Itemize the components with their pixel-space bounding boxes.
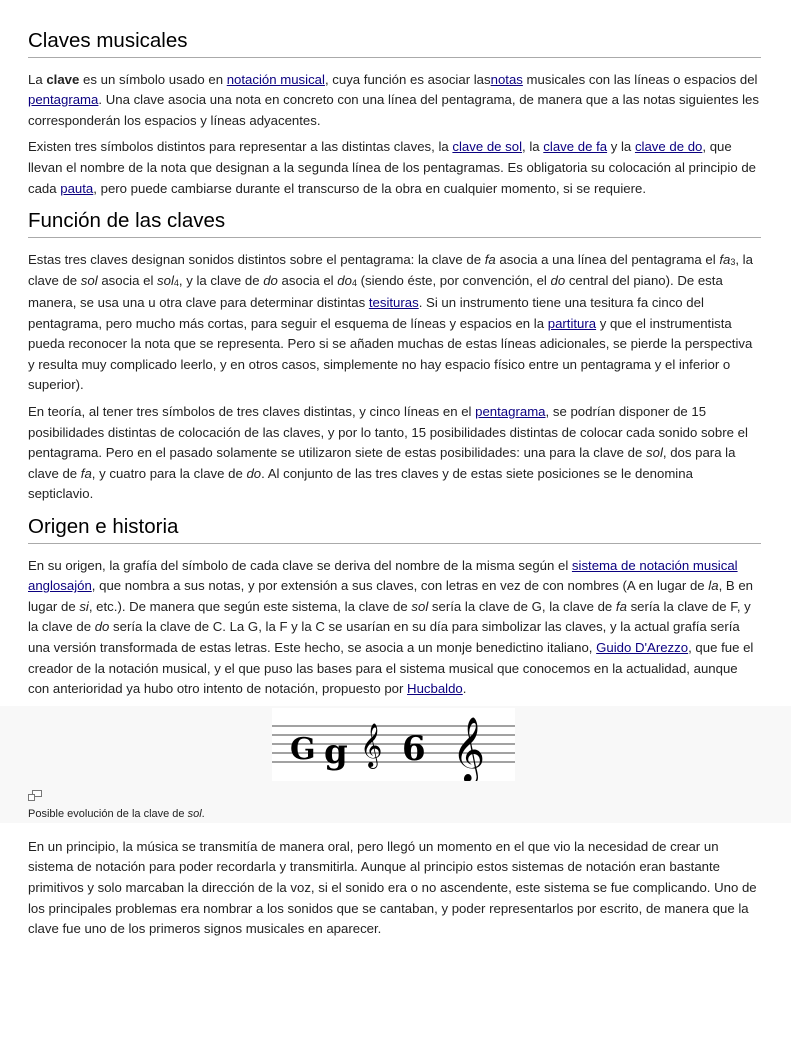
text: , se podrían disponer de 15 posibilidades distintas de colocación de las claves, y por lo tanto, 15 posibilidades distintas de colocar cada sonido sobre el pentagrama. Pero en el pasado solamente se utilizaron siete de estas posibilidades: una para la clave de (28, 403, 748, 461)
link-guido-darezzo[interactable]: Guido D'Arezzo (596, 639, 689, 655)
italic-term: sol (80, 273, 98, 289)
subscript: 4 (173, 278, 179, 289)
clef-glyph-4: 6 (402, 728, 426, 769)
text: es un símbolo usado en (79, 71, 227, 87)
text: . Una clave asocia una nota en concreto con una línea del pentagrama, de manera que a las notas siguientes les corresponderán los espacios y líneas adyacentes. (28, 92, 759, 128)
italic-term: do (337, 273, 352, 289)
italic-term: fa (615, 598, 627, 614)
text: , B en lugar de (28, 578, 754, 614)
link-hucbaldo[interactable]: Hucbaldo (407, 681, 463, 697)
text: , la clave de (28, 251, 753, 289)
text: central del piano). De esta manera, se usa una u otra clave para determinar distintas (28, 273, 723, 310)
italic-term: sol (157, 273, 174, 289)
text: , que nombra a sus notas, y por extensión a sus claves, con letras en vez de con nombres (A en lugar de (91, 578, 709, 594)
text: Estas tres claves designan sonidos distintos sobre el pentagrama: la clave de (28, 251, 485, 267)
bold-term-clave: clave (46, 71, 80, 87)
link-clave-de-do[interactable]: clave de do (634, 139, 703, 155)
subscript: 3 (730, 256, 736, 267)
text: , pero puede cambiarse durante el transcurso de la obra en cualquier momento, si se requiere. (93, 180, 647, 196)
text: , dos para la clave de (28, 445, 736, 481)
link-sistema-notacion-anglosajon[interactable]: sistema de notación musical anglosajón (28, 557, 738, 594)
paragraph-transmision-oral: En un principio, la música se transmitía de manera oral, pero llegó un momento en el que vio la necesidad de crear un sistema de notación para poder recordarla y transmitirla. Aunque al principio estos sistemas de notación eran bastante primitivos y solo marcaban la dirección de la voz, si el sonido era o no ascendente, este sistema se fue complicando. Uno de los principales problemas era nombrar a los sonidos que se cantaban, y poder representarlos por escrito, de manera que la clave fue uno de los primeros signos musicales en aparecer. (28, 838, 757, 937)
text: Posible evolución de la clave de (28, 807, 188, 820)
italic-term: do (550, 273, 566, 289)
clef-glyph-1: G (290, 731, 316, 767)
italic-term: fa (484, 251, 496, 267)
clef-glyph-2: g (324, 731, 348, 772)
figure-image-clef-evolution[interactable] (272, 708, 515, 781)
italic-term: fa (719, 251, 731, 267)
text: sería la clave de F, y la clave de (28, 598, 751, 635)
text: musicales con las líneas o espacios del (522, 71, 758, 87)
text: y la (607, 139, 635, 155)
text: , y cuatro para la clave de (91, 465, 247, 481)
text: , que fue el creador de la notación musical, y el que puso las bases para el sistema musical que conocemos en la actualidad, aunque con anterioridad ya hubo otro intento de notación, propuesto por (28, 639, 754, 697)
italic-term: la (708, 578, 719, 594)
italic-term: do (94, 619, 110, 635)
text: . (201, 807, 205, 820)
link-notas[interactable]: notas (490, 71, 523, 87)
link-pauta[interactable]: pauta (60, 180, 94, 196)
text: . Si un instrumento tiene una tesitura fa cinco del pentagrama, pero mucho más cortas, para seguir el esquema de líneas y espacios en la (28, 295, 704, 331)
heading-claves-musicales: Claves musicales (28, 28, 761, 58)
clef-evolution-drawing (272, 708, 515, 781)
italic-term: do (263, 273, 278, 289)
heading-funcion-de-las-claves: Función de las claves (28, 208, 761, 238)
text: Existen tres símbolos distintos para representar a las distintas claves, la (28, 139, 453, 155)
italic-term: sol (411, 598, 429, 614)
text: En su origen, la grafía del símbolo de cada clave se deriva del nombre de la misma según el (28, 557, 572, 573)
paragraph-funcion (28, 250, 761, 396)
text: . Al conjunto de las tres claves y de estas siete posiciones se le denomina septiclavio. (28, 465, 693, 502)
figure-caption (28, 807, 205, 821)
text: (siendo éste, por convención, el (356, 273, 551, 289)
italic-term: sol (646, 445, 663, 461)
text: La (28, 71, 47, 87)
text: , la (522, 139, 544, 155)
text: sería la clave de G, la clave de (428, 598, 616, 614)
link-pentagrama[interactable]: pentagrama (28, 92, 99, 108)
figure-evolucion-clave-de-sol (0, 706, 791, 823)
italic-term: do (246, 465, 262, 481)
text: sería la clave de C. La G, la F y la C se usarían en su día para simbolizar las claves, y la actual grafía sería una versión transformada de estas letras. Este hecho, se asocia a un monje benedictino italiano, (28, 619, 740, 655)
italic-term: sol (187, 807, 202, 820)
enlarge-icon[interactable] (28, 790, 42, 801)
link-partitura[interactable]: partitura (547, 315, 597, 331)
paragraph-origen (28, 556, 761, 700)
text: asocia a una línea del pentagrama el (495, 251, 720, 267)
text: asocia el (97, 273, 158, 289)
link-clave-de-fa[interactable]: clave de fa (543, 139, 608, 155)
text: , y la clave de (178, 273, 264, 289)
subscript: 4 (351, 278, 357, 289)
paragraph-intro (28, 70, 761, 132)
heading-origen-e-historia: Origen e historia (28, 514, 761, 544)
text: , cuya función es asociar las (324, 71, 491, 87)
italic-term: si (79, 598, 89, 614)
text: y que el instrumentista pueda reconocer la nota que se representa. Pero si se añaden muchas de estas líneas adicionales, se pierde la perspectiva y resulta muy complicado leerlo, y en otros casos, simplemente no hay espacio físico entre un pentagrama y el inferior o superior). (28, 315, 753, 393)
text: . (462, 681, 467, 697)
link-pentagrama-2[interactable]: pentagrama (475, 403, 546, 419)
link-notacion-musical[interactable]: notación musical (226, 71, 325, 87)
article (0, 28, 791, 940)
link-tesituras[interactable]: tesituras (368, 295, 419, 310)
text: asocia el (277, 273, 338, 289)
paragraph-tres-simbolos (28, 137, 761, 199)
link-clave-de-sol[interactable]: clave de sol (452, 139, 523, 155)
text: En teoría, al tener tres símbolos de tres claves distintas, y cinco líneas en el (28, 403, 476, 419)
paragraph-teoria (28, 402, 761, 505)
italic-term: fa (80, 465, 92, 481)
clef-glyph-3: 𝄞 (360, 722, 383, 767)
text: , que llevan el nombre de la nota que designan a la segunda línea de los pentagramas. Es obligatoria su colocación al principio de cada (28, 139, 756, 196)
clef-glyph-5: 𝄞 (452, 716, 486, 781)
text: , etc.). De manera que según este sistema, la clave de (88, 598, 412, 614)
